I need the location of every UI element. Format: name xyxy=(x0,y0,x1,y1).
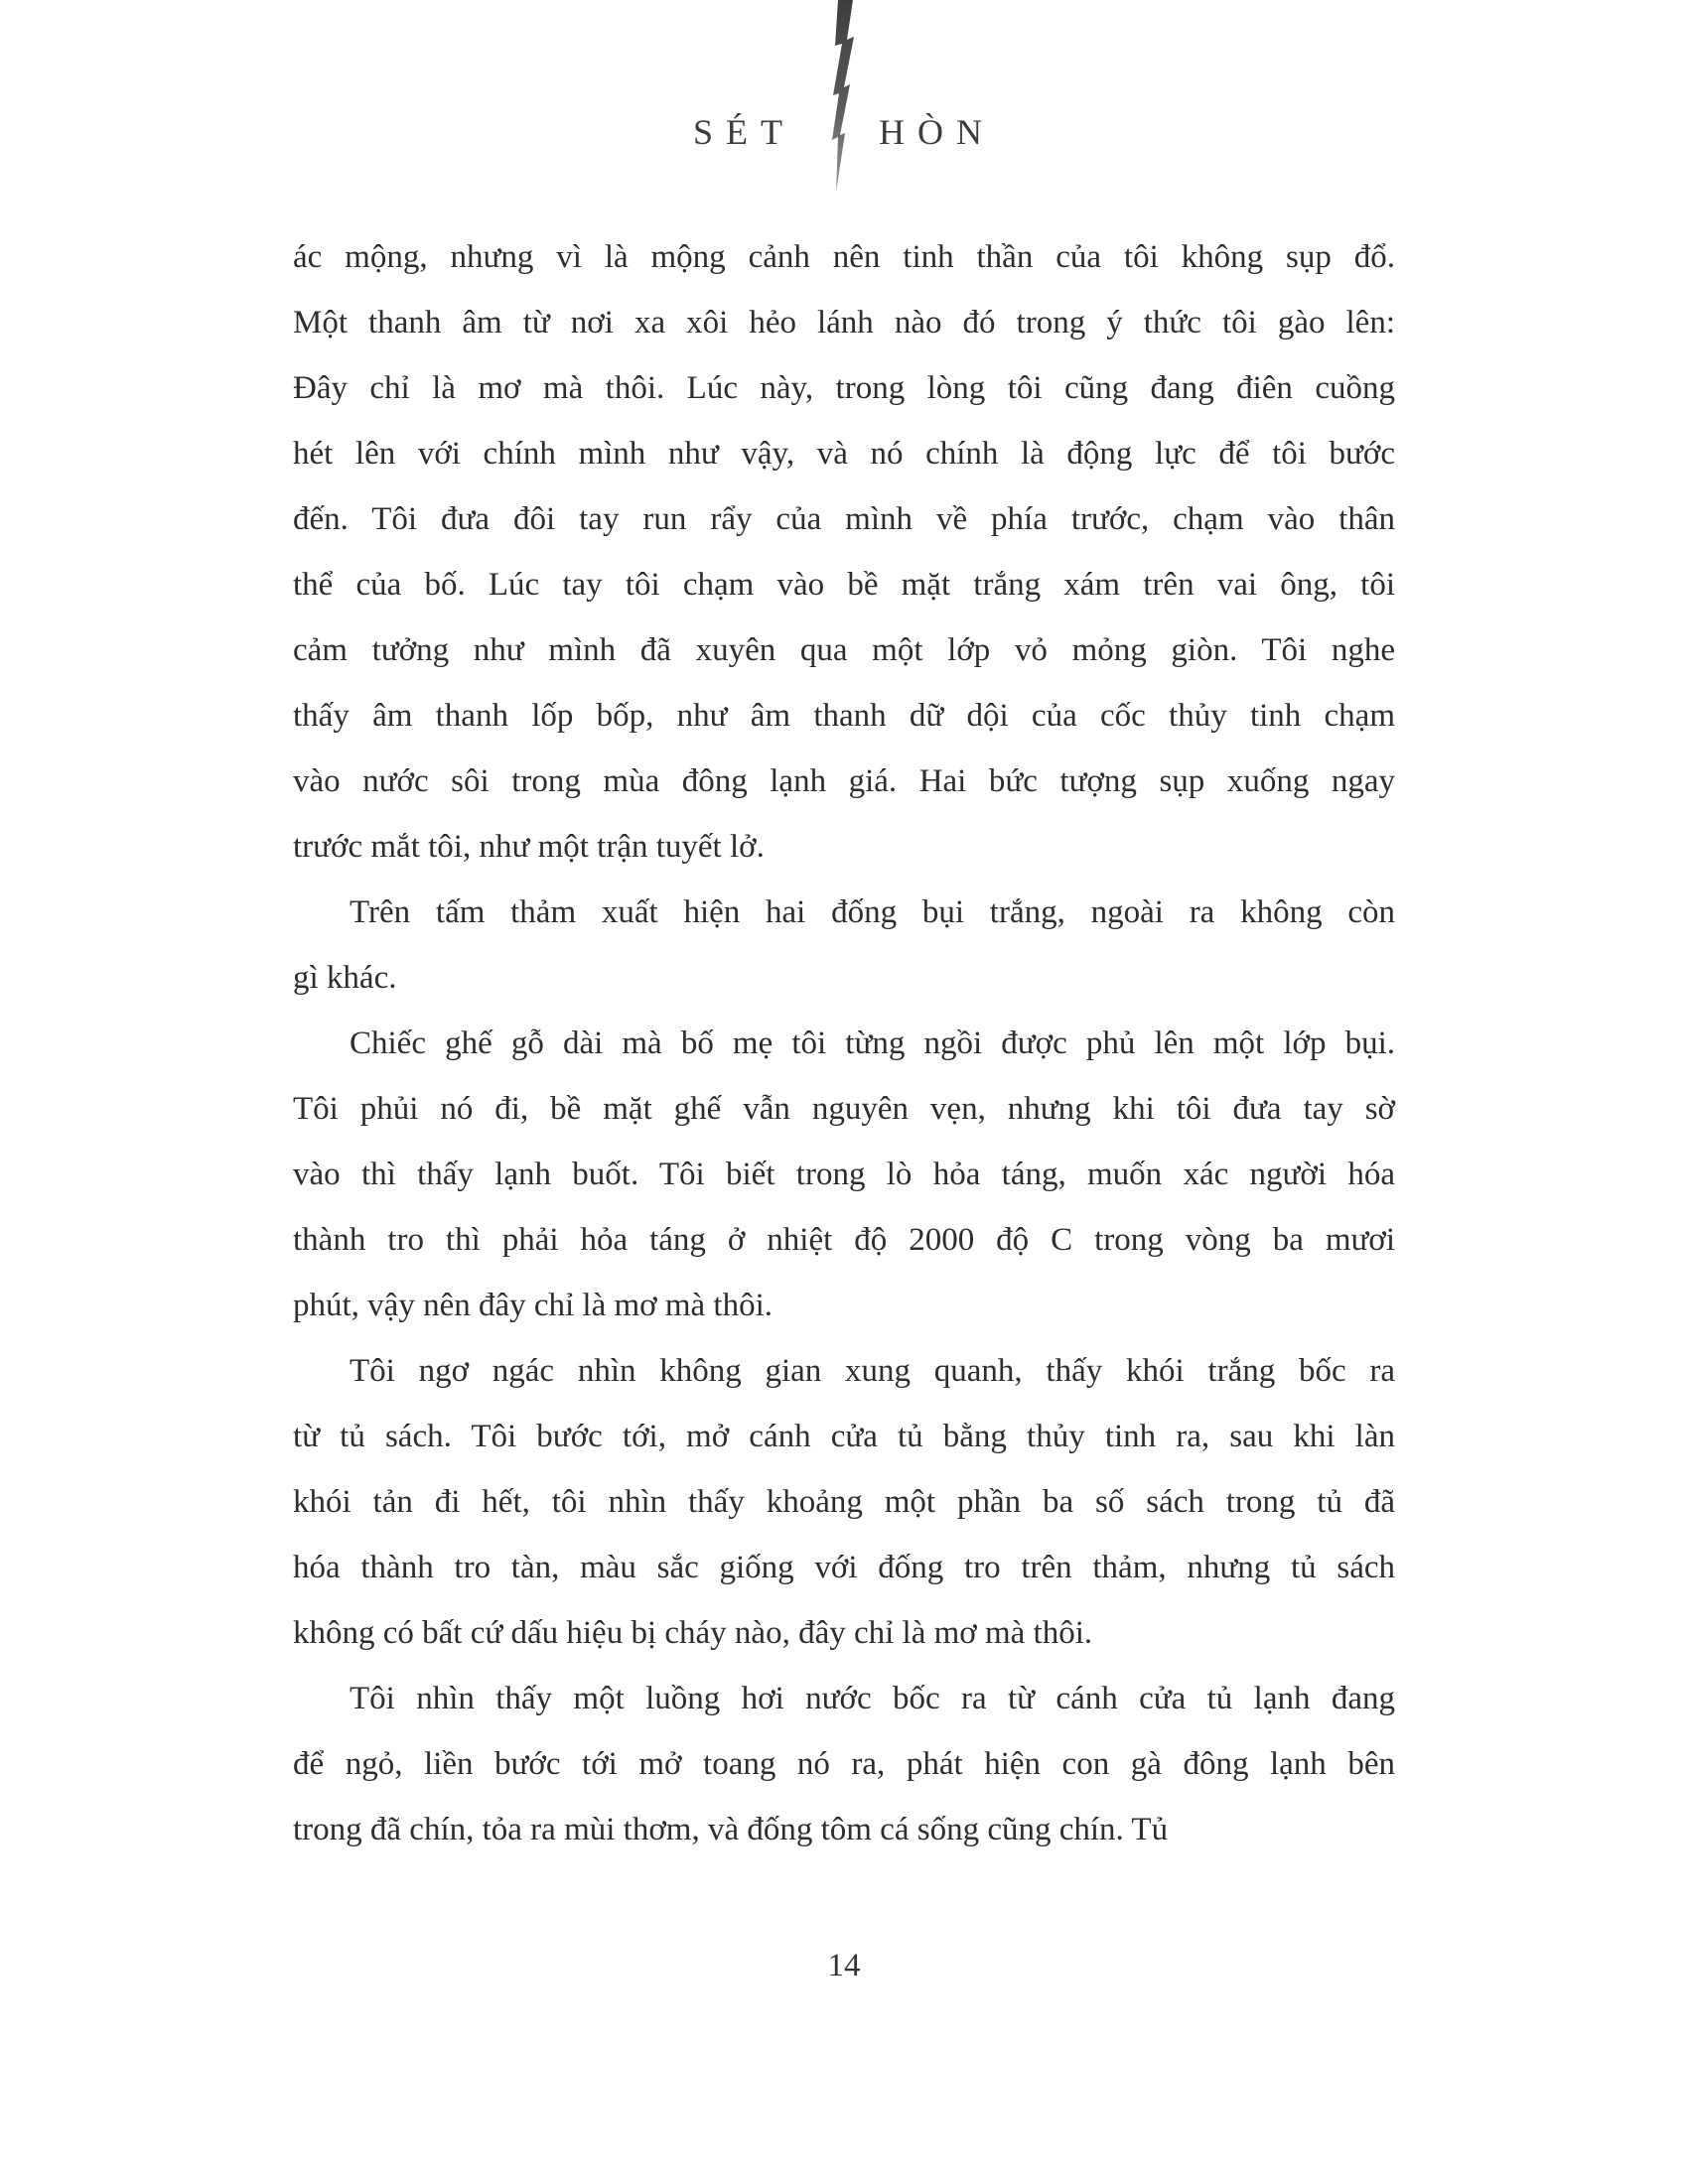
text-line: hóa thành tro tàn, màu sắc giống với đống tro trên thảm, nhưng tủ sách xyxy=(293,1550,1395,1585)
title-word-right: HÒN xyxy=(879,112,995,152)
text-line: khói tản đi hết, tôi nhìn thấy khoảng một phần ba số sách trong tủ đã xyxy=(293,1484,1395,1520)
text-line: thể của bố. Lúc tay tôi chạm vào bề mặt trắng xám trên vai ông, tôi xyxy=(293,567,1395,603)
text-line: ác mộng, nhưng vì là mộng cảnh nên tinh thần của tôi không sụp đổ. xyxy=(293,239,1395,275)
text-line: Tôi phủi nó đi, bề mặt ghế vẫn nguyên vẹn, nhưng khi tôi đưa tay sờ xyxy=(293,1091,1395,1127)
text-line: Chiếc ghế gỗ dài mà bố mẹ tôi từng ngồi được phủ lên một lớp bụi. xyxy=(350,1025,1395,1061)
text-line: phút, vậy nên đây chỉ là mơ mà thôi. xyxy=(293,1288,774,1323)
text-line: đến. Tôi đưa đôi tay run rẩy của mình về phía trước, chạm vào thân xyxy=(293,501,1395,537)
book-title xyxy=(0,111,1688,153)
page-header xyxy=(0,0,1688,228)
lightning-bolt-icon xyxy=(822,0,866,193)
text-line: thành tro thì phải hỏa táng ở nhiệt độ 2000 độ C trong vòng ba mươi xyxy=(293,1222,1395,1258)
text-line: gì khác. xyxy=(293,960,397,996)
text-line: Đây chỉ là mơ mà thôi. Lúc này, trong lòng tôi cũng đang điên cuồng xyxy=(293,370,1395,406)
page-number: 14 xyxy=(827,1948,861,1983)
text-line: vào thì thấy lạnh buốt. Tôi biết trong lò hỏa táng, muốn xác người hóa xyxy=(293,1157,1395,1192)
text-line: Tôi nhìn thấy một luồng hơi nước bốc ra từ cánh cửa tủ lạnh đang xyxy=(350,1681,1395,1716)
text-line: trước mắt tôi, như một trận tuyết lở. xyxy=(293,829,765,865)
text-line: Tôi ngơ ngác nhìn không gian xung quanh, thấy khói trắng bốc ra xyxy=(350,1353,1395,1389)
body-text xyxy=(293,224,1395,1862)
text-line: cảm tưởng như mình đã xuyên qua một lớp vỏ mỏng giòn. Tôi nghe xyxy=(293,632,1395,668)
title-word-left: SÉT xyxy=(692,112,795,152)
text-line: không có bất cứ dấu hiệu bị cháy nào, đây chỉ là mơ mà thôi. xyxy=(293,1615,1093,1651)
text-line: từ tủ sách. Tôi bước tới, mở cánh cửa tủ bằng thủy tinh ra, sau khi làn xyxy=(293,1419,1395,1454)
text-line: Trên tấm thảm xuất hiện hai đống bụi trắng, ngoài ra không còn xyxy=(350,894,1395,930)
text-line: Một thanh âm từ nơi xa xôi hẻo lánh nào đó trong ý thức tôi gào lên: xyxy=(293,305,1395,341)
text-line: để ngỏ, liền bước tới mở toang nó ra, phát hiện con gà đông lạnh bên xyxy=(293,1746,1395,1782)
text-line: thấy âm thanh lốp bốp, như âm thanh dữ dội của cốc thủy tinh chạm xyxy=(293,698,1395,734)
text-line: trong đã chín, tỏa ra mùi thơm, và đống tôm cá sống cũng chín. Tủ xyxy=(293,1812,1169,1847)
text-line: hét lên với chính mình như vậy, và nó chính là động lực để tôi bước xyxy=(293,436,1395,472)
text-line: vào nước sôi trong mùa đông lạnh giá. Hai bức tượng sụp xuống ngay xyxy=(293,763,1395,799)
